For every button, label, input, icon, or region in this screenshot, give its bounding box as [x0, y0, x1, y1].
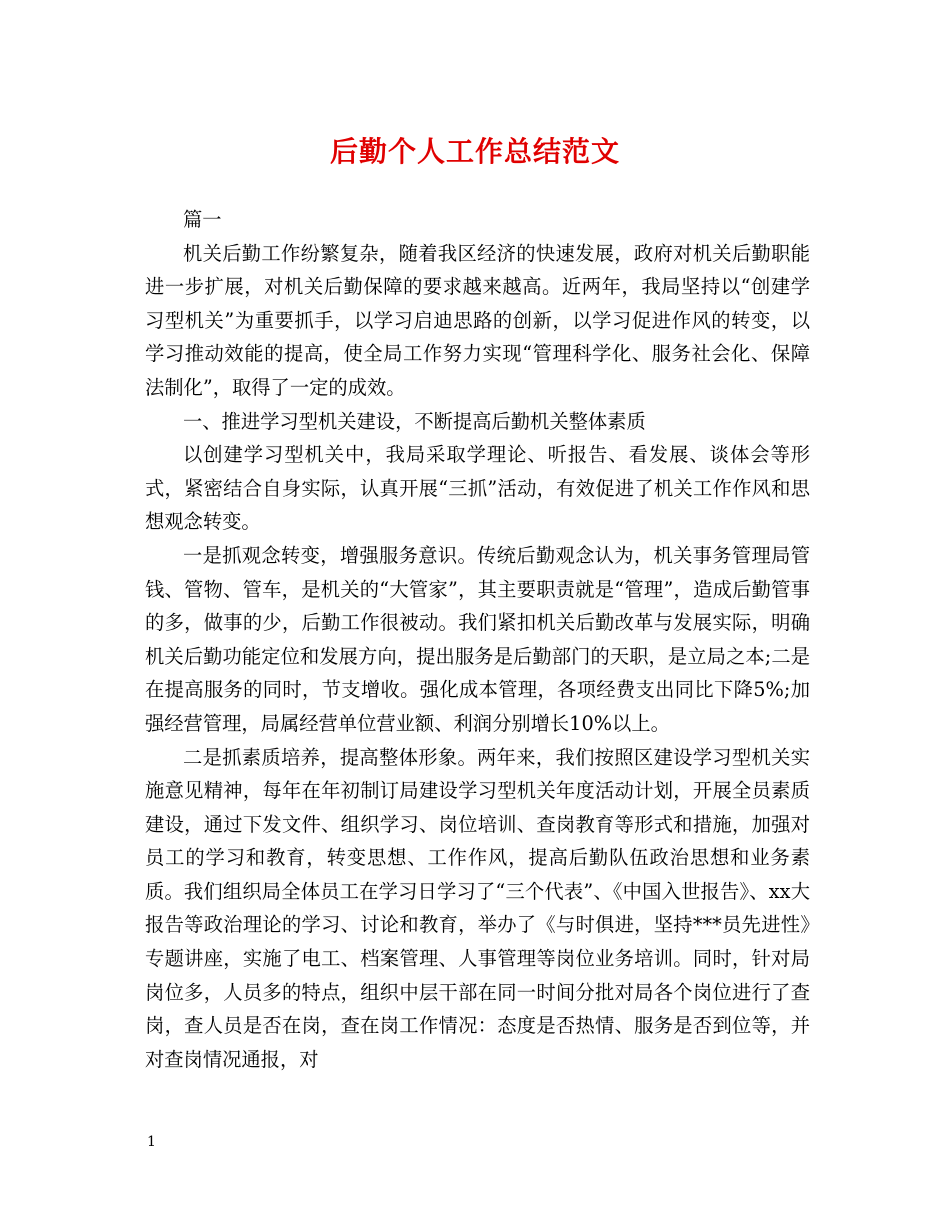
paragraph-heading-one: 一、推进学习型机关建设，不断提高后勤机关整体素质	[183, 409, 646, 433]
document-title: 后勤个人工作总结范文	[329, 135, 620, 168]
paragraph-quality-training: 二是抓素质培养，提高整体形象。两年来，我们按照区建设学习型机关实施意见精神，每年在年初制订局建设学习型机关年度活动计划，开展全员素质建设，通过下发文件、组织学习、岗位培训、查岗教育等形式和措施，加强对员工的学习和教育，转变思想、工作作风，提高后勤队伍政治思想和业务素质。我们组织局全体员工在学习日学习了“三个代表”、《中国入世报告》、xx大报告等政治理论的学习、讨论和教育，举办了《与时俱进，坚持***员先进性》专题讲座，实施了电工、档案管理、人事管理等岗位业务培训。同时，针对局岗位多，人员多的特点，组织中层干部在同一时间分批对局各个岗位进行了查岗，查人员是否在岗，查在岗工作情况：态度是否热情、服务是否到位等，并对查岗情况通报，对	[145, 745, 810, 1071]
paragraph-section-label: 篇一	[183, 208, 222, 231]
paragraph-concept-change: 一是抓观念转变，增强服务意识。传统后勤观念认为，机关事务管理局管钱、管物、管车，是机关的“大管家”，其主要职责就是“管理”，造成后勤管事的多，做事的少，后勤工作很被动。我们紧扣机关后勤改革与发展实际，明确机关后勤功能定位和发展方向，提出服务是后勤部门的天职，是立局之本;二是在提高服务的同时，节支增收。强化成本管理，各项经费支出同比下降5%;加强经营管理，局属经营单位营业额、利润分别增长10%以上。	[145, 543, 810, 735]
paragraph-learning-org: 以创建学习型机关中，我局采取学理论、听报告、看发展、谈体会等形式，紧密结合自身实际，认真开展“三抓”活动，有效促进了机关工作作风和思想观念转变。	[145, 443, 810, 534]
page-number: 1	[147, 1134, 156, 1150]
paragraph-intro: 机关后勤工作纷繁复杂，随着我区经济的快速发展，政府对机关后勤职能进一步扩展，对机关后勤保障的要求越来越高。近两年，我局坚持以“创建学习型机关”为重要抓手，以学习启迪思路的创新，以学习促进作风的转变，以学习推动效能的提高，使全局工作努力实现“管理科学化、服务社会化、保障法制化”，取得了一定的成效。	[145, 241, 810, 399]
document-body	[145, 203, 810, 1076]
